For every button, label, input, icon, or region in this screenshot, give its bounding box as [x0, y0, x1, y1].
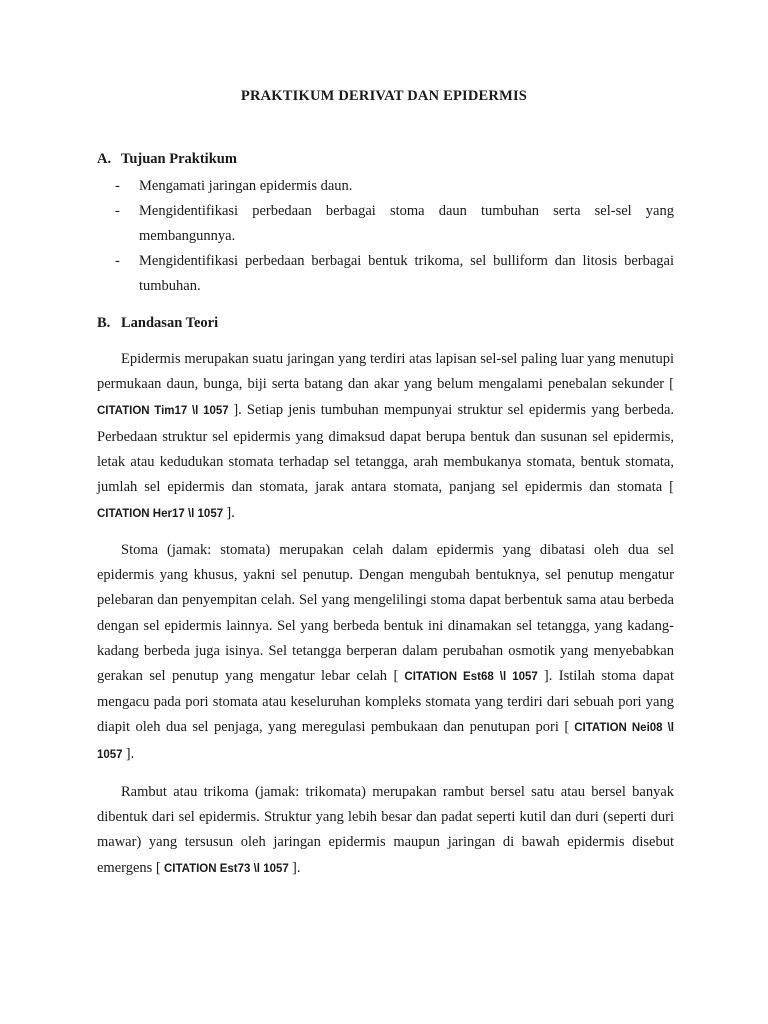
list-item: [97, 199, 674, 249]
citation-field: CITATION Her17 \l 1057: [97, 508, 227, 521]
paragraph-epidermis: [97, 347, 674, 527]
citation-field: CITATION Tim17 \l 1057: [97, 405, 234, 418]
paragraph-text: Epidermis merupakan suatu jaringan yang terdiri atas lapisan sel-sel paling luar yang menutupi permukaan daun, bunga, biji serta batang dan akar yang belum mengalami penebalan sekunder [: [97, 351, 674, 393]
citation-field: CITATION Est68 \l 1057: [398, 671, 544, 684]
list-item: [97, 249, 674, 299]
paragraph-stoma: [97, 538, 674, 768]
objectives-list: [97, 174, 674, 299]
paragraph-text: Stoma (jamak: stomata) merupakan celah dalam epidermis yang dibatasi oleh dua sel epidermis yang khusus, yakni sel penutup. Dengan mengubah bentuknya, sel penutup mengatur pelebaran dan penyempitan celah. Sel yang mengelilingi stoma dapat berbentuk sama atau berbeda dengan sel epidermis lainnya. Sel yang berbeda bentuk ini dinamakan sel tetangga, yang kadang-kadang berbeda juga isinya. Sel tetangga berperan dalam perubahan osmotik yang menyebabkan gerakan sel penutup yang mengatur lebar celah [: [97, 542, 674, 685]
page-title: PRAKTIKUM DERIVAT DAN EPIDERMIS: [240, 88, 528, 104]
section-b-letter: B.: [97, 315, 111, 331]
paragraph-text: ].: [226, 505, 235, 522]
section-b-heading: [97, 315, 218, 332]
list-item-text: Mengidentifikasi perbedaan berbagai bentuk trikoma, sel bulliform dan litosis berbagai tumbuhan.: [139, 253, 674, 294]
bullet-dash: -: [115, 253, 120, 269]
citation-field: CITATION Nei08 \l 1057: [97, 722, 674, 761]
bullet-dash: -: [115, 203, 120, 219]
section-a-letter: A.: [97, 151, 112, 167]
paragraph-trikoma: [97, 780, 674, 882]
paragraph-text: ]. Istilah stoma dapat mengacu pada pori stomata atau keseluruhan kompleks stomata yang terdiri dari sebuah pori yang diapit oleh dua sel penjaga, yang meregulasi pembukaan dan penutupan pori [: [97, 668, 675, 736]
list-item-text: Mengamati jaringan epidermis daun.: [139, 178, 353, 194]
section-a-title: Tujuan Praktikum: [121, 151, 237, 167]
bullet-dash: -: [115, 178, 120, 194]
list-item-text: Mengidentifikasi perbedaan berbagai stoma daun tumbuhan serta sel-sel yang membangunnya.: [139, 203, 674, 244]
paragraph-text: ].: [125, 745, 135, 762]
section-b-title: Landasan Teori: [121, 315, 219, 331]
citation-field: CITATION Est73 \l 1057: [160, 862, 292, 875]
list-item: [97, 174, 674, 199]
paragraph-text: ].: [291, 859, 301, 876]
paragraph-text: Rambut atau trikoma (jamak: trikomata) merupakan rambut bersel satu atau bersel banyak dibentuk dari sel epidermis. Struktur yang lebih besar dan padat seperti kutil dan duri (seperti duri mawar) yang tersusun oleh jaringan epidermis maupun jaringan di bawah epidermis disebut emergens [: [97, 784, 674, 876]
paragraph-text: ]. Setiap jenis tumbuhan mempunyai struktur sel epidermis yang berbeda. Perbedaan struktur sel epidermis yang dimaksud dapat berupa bentuk dan susunan sel epidermis, letak atau kedudukan stomata terhadap sel tetangga, arah membukanya stomata, bentuk stomata, jumlah sel epidermis dan stomata, jarak antara stomata, panjang sel epidermis dan stomata [: [97, 402, 675, 496]
section-a-heading: [97, 151, 237, 168]
